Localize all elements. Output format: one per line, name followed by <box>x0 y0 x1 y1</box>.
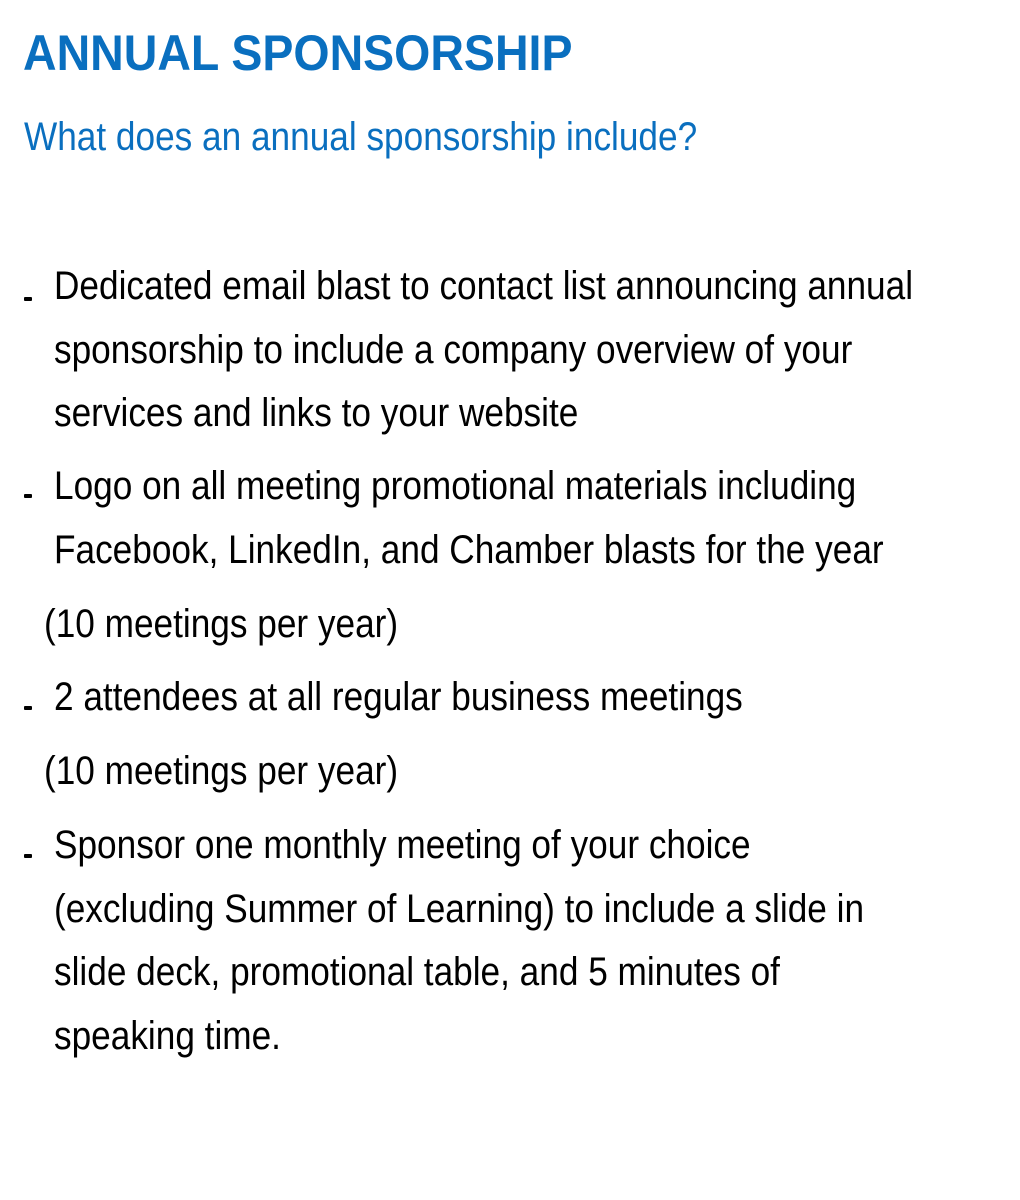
benefit-line: Sponsor one monthly meeting of your choice <box>54 823 751 867</box>
bullet-icon <box>24 706 32 710</box>
benefit-line: Logo on all meeting promotional materials including <box>54 464 857 508</box>
bullet-icon <box>24 854 32 858</box>
benefit-line: slide deck, promotional table, and 5 minutes of <box>54 950 780 994</box>
benefit-line: services and links to your website <box>54 391 579 435</box>
bullet-icon <box>24 297 32 301</box>
page-subtitle: What does an annual sponsorship include? <box>24 115 698 159</box>
benefit-note: (10 meetings per year) <box>44 749 399 793</box>
benefit-line: Dedicated email blast to contact list announcing annual <box>54 264 914 308</box>
page-title: ANNUAL SPONSORSHIP <box>23 25 573 81</box>
benefit-line: sponsorship to include a company overview of your <box>54 328 853 372</box>
benefit-line: speaking time. <box>54 1014 281 1058</box>
bullet-icon <box>24 494 32 498</box>
benefit-line: 2 attendees at all regular business meetings <box>54 675 743 719</box>
benefit-line: Facebook, LinkedIn, and Chamber blasts for the year <box>54 528 884 572</box>
benefit-line: (excluding Summer of Learning) to include a slide in <box>54 887 865 931</box>
benefit-note: (10 meetings per year) <box>44 602 399 646</box>
